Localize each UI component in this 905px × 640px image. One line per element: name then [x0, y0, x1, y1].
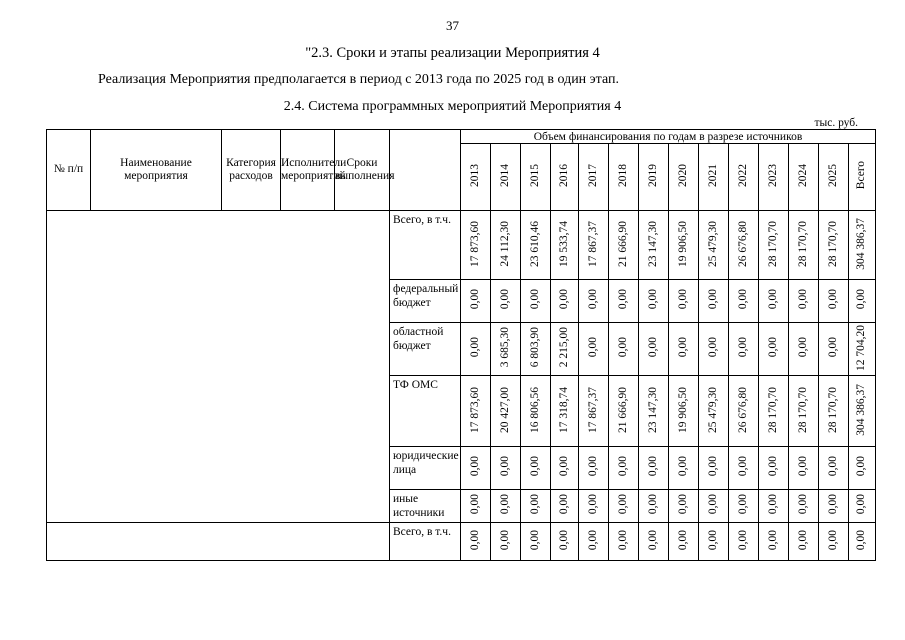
value-text: 0,00 — [646, 337, 659, 358]
header-year — [819, 144, 849, 211]
value-text: 0,00 — [646, 529, 659, 551]
value-text: 0,00 — [826, 456, 839, 477]
value-text: 0,00 — [676, 456, 689, 477]
header-funding: Объем финансирования по годам в разрезе источников — [461, 130, 876, 144]
header-year — [491, 144, 521, 211]
header-year-label: 2015 — [528, 164, 541, 187]
value-cell — [729, 447, 759, 490]
value-cell — [491, 280, 521, 323]
value-text: 0,00 — [586, 529, 599, 551]
value-text: 0,00 — [706, 529, 719, 551]
value-text: 0,00 — [676, 494, 689, 515]
value-cell — [491, 447, 521, 490]
header-year-label: 2013 — [468, 164, 481, 187]
value-text: 304 386,37 — [855, 383, 868, 436]
header-year-label: 2025 — [826, 164, 839, 187]
funding-source: областной бюджет — [390, 323, 461, 376]
value-cell — [669, 490, 699, 523]
value-cell — [491, 376, 521, 447]
value-cell — [759, 447, 789, 490]
value-text: 0,00 — [676, 529, 689, 551]
value-text: 28 170,70 — [796, 220, 809, 267]
value-cell — [609, 523, 639, 561]
value-text: 0,00 — [766, 337, 779, 358]
value-text: 21 666,90 — [616, 386, 629, 433]
value-cell — [579, 523, 609, 561]
value-cell — [521, 280, 551, 323]
funding-source: иные источники — [390, 490, 461, 523]
value-cell — [639, 376, 669, 447]
table-body — [47, 211, 876, 561]
value-cell — [669, 280, 699, 323]
value-text: 0,00 — [796, 289, 809, 310]
value-text: 0,00 — [528, 529, 541, 551]
value-text: 0,00 — [796, 494, 809, 515]
value-cell — [609, 490, 639, 523]
value-cell — [639, 523, 669, 561]
value-cell — [551, 280, 579, 323]
header-year-label: Всего — [855, 161, 868, 190]
value-text: 0,00 — [826, 529, 839, 551]
page-number: 37 — [446, 18, 459, 33]
table-header — [47, 130, 876, 211]
value-cell — [789, 323, 819, 376]
value-cell — [491, 523, 521, 561]
funding-source: юридические лица — [390, 447, 461, 490]
value-text: 28 170,70 — [766, 386, 779, 433]
header-year-label: 2018 — [616, 164, 629, 187]
value-text: 0,00 — [498, 494, 511, 515]
value-cell — [729, 490, 759, 523]
header-year — [521, 144, 551, 211]
header-year — [729, 144, 759, 211]
value-cell — [551, 376, 579, 447]
value-cell — [521, 211, 551, 280]
value-cell — [461, 323, 491, 376]
value-cell — [669, 323, 699, 376]
value-cell — [849, 523, 876, 561]
value-text: 26 676,80 — [736, 220, 749, 267]
value-cell — [669, 523, 699, 561]
value-cell — [609, 211, 639, 280]
value-text: 0,00 — [826, 494, 839, 515]
value-text: 0,00 — [676, 289, 689, 310]
program-measures-table — [46, 129, 876, 561]
funding-source: Всего, в т.ч. — [390, 211, 461, 280]
value-cell — [819, 447, 849, 490]
value-text: 0,00 — [616, 494, 629, 515]
value-cell — [759, 490, 789, 523]
value-text: 23 147,30 — [646, 220, 659, 267]
value-cell — [579, 280, 609, 323]
value-cell — [819, 280, 849, 323]
value-text: 0,00 — [468, 456, 481, 477]
value-cell — [521, 376, 551, 447]
value-text: 0,00 — [736, 529, 749, 551]
value-cell — [789, 447, 819, 490]
header-year — [579, 144, 609, 211]
value-text: 28 170,70 — [766, 220, 779, 267]
table-row — [47, 211, 876, 280]
header-year-label: 2020 — [676, 164, 689, 187]
value-cell — [699, 490, 729, 523]
value-cell — [609, 323, 639, 376]
value-cell — [759, 523, 789, 561]
value-text: 0,00 — [706, 456, 719, 477]
value-text: 0,00 — [826, 337, 839, 358]
value-cell — [551, 523, 579, 561]
value-text: 0,00 — [855, 456, 868, 477]
header-year — [461, 144, 491, 211]
header-year — [551, 144, 579, 211]
value-cell — [639, 447, 669, 490]
funding-source: ТФ ОМС — [390, 376, 461, 447]
units-label: тыс. руб. — [814, 117, 858, 129]
value-text: 0,00 — [468, 289, 481, 310]
value-text: 0,00 — [557, 456, 570, 477]
value-text: 0,00 — [586, 289, 599, 310]
value-text: 0,00 — [616, 456, 629, 477]
header-year-label: 2017 — [586, 164, 599, 187]
value-cell — [461, 490, 491, 523]
value-text: 17 873,60 — [468, 220, 481, 267]
table-title: 2.4. Система программных мероприятий Мероприятия 4 — [283, 99, 622, 114]
value-cell — [551, 211, 579, 280]
value-text: 23 610,46 — [528, 220, 541, 267]
value-cell — [759, 376, 789, 447]
value-text: 0,00 — [616, 529, 629, 551]
value-cell — [579, 490, 609, 523]
header-year-label: 2024 — [796, 164, 809, 187]
value-cell — [579, 447, 609, 490]
value-text: 0,00 — [468, 494, 481, 515]
header-year-label: 2021 — [706, 164, 719, 187]
task-1-text — [47, 523, 390, 561]
value-text: 12 704,20 — [855, 324, 868, 371]
value-text: 20 427,00 — [498, 386, 511, 433]
value-text: 17 318,74 — [557, 386, 570, 433]
value-cell — [461, 523, 491, 561]
value-cell — [521, 490, 551, 523]
header-year-label: 2022 — [736, 164, 749, 187]
header-year — [669, 144, 699, 211]
value-cell — [461, 376, 491, 447]
value-cell — [609, 447, 639, 490]
value-text: 17 873,60 — [468, 386, 481, 433]
value-text: 0,00 — [766, 289, 779, 310]
value-text: 304 386,37 — [855, 217, 868, 270]
goal-text — [47, 211, 390, 523]
value-text: 28 170,70 — [826, 220, 839, 267]
value-cell — [819, 323, 849, 376]
value-text: 0,00 — [706, 289, 719, 310]
value-text: 0,00 — [468, 337, 481, 358]
value-text: 0,00 — [855, 529, 868, 551]
value-cell — [551, 490, 579, 523]
value-text: 0,00 — [557, 529, 570, 551]
value-cell — [639, 490, 669, 523]
header-executors: Исполнители мероприятий — [281, 130, 335, 211]
value-cell — [849, 323, 876, 376]
value-cell — [461, 280, 491, 323]
value-cell — [759, 211, 789, 280]
value-text: 0,00 — [528, 494, 541, 515]
value-cell — [579, 376, 609, 447]
value-text: 19 533,74 — [557, 220, 570, 267]
value-text: 0,00 — [616, 337, 629, 358]
value-cell — [579, 323, 609, 376]
value-text: 0,00 — [736, 494, 749, 515]
value-text: 19 906,50 — [676, 386, 689, 433]
header-num: № п/п — [47, 130, 91, 211]
value-cell — [639, 211, 669, 280]
value-text: 26 676,80 — [736, 386, 749, 433]
value-cell — [819, 211, 849, 280]
value-cell — [819, 490, 849, 523]
value-cell — [789, 490, 819, 523]
value-text: 0,00 — [646, 289, 659, 310]
value-text: 0,00 — [616, 289, 629, 310]
value-cell — [729, 211, 759, 280]
value-text: 0,00 — [586, 494, 599, 515]
value-cell — [789, 211, 819, 280]
value-text: 0,00 — [796, 456, 809, 477]
value-text: 0,00 — [736, 337, 749, 358]
header-year-label: 2019 — [646, 164, 659, 187]
value-text: 0,00 — [528, 289, 541, 310]
header-year-label: 2023 — [766, 164, 779, 187]
value-cell — [759, 280, 789, 323]
value-text: 0,00 — [796, 337, 809, 358]
value-text: 0,00 — [498, 289, 511, 310]
value-cell — [551, 323, 579, 376]
header-year — [609, 144, 639, 211]
value-cell — [669, 447, 699, 490]
value-text: 3 685,30 — [498, 327, 511, 368]
header-name: Наименование мероприятия — [91, 130, 222, 211]
value-cell — [699, 323, 729, 376]
section-title: "2.3. Сроки и этапы реализации Мероприятия 4 — [305, 45, 600, 61]
value-text: 19 906,50 — [676, 220, 689, 267]
value-text: 28 170,70 — [796, 386, 809, 433]
value-cell — [789, 280, 819, 323]
value-cell — [849, 211, 876, 280]
value-text: 21 666,90 — [616, 220, 629, 267]
value-text: 0,00 — [766, 529, 779, 551]
value-cell — [461, 211, 491, 280]
value-text: 6 803,90 — [528, 327, 541, 368]
value-text: 0,00 — [498, 529, 511, 551]
value-text: 0,00 — [826, 289, 839, 310]
value-text: 0,00 — [706, 337, 719, 358]
value-cell — [669, 376, 699, 447]
value-text: 0,00 — [706, 494, 719, 515]
value-cell — [491, 211, 521, 280]
value-text: 0,00 — [766, 494, 779, 515]
header-year — [849, 144, 876, 211]
value-cell — [699, 280, 729, 323]
value-cell — [699, 523, 729, 561]
header-year — [789, 144, 819, 211]
header-year — [699, 144, 729, 211]
header-year-label: 2014 — [498, 164, 511, 187]
value-cell — [849, 447, 876, 490]
value-cell — [639, 280, 669, 323]
value-cell — [729, 323, 759, 376]
value-text: 2 215,00 — [557, 327, 570, 368]
value-cell — [491, 323, 521, 376]
value-cell — [669, 211, 699, 280]
value-text: 0,00 — [766, 456, 779, 477]
value-text: 25 479,30 — [706, 220, 719, 267]
value-cell — [491, 490, 521, 523]
header-year-label: 2016 — [557, 164, 570, 187]
value-cell — [609, 376, 639, 447]
value-cell — [849, 490, 876, 523]
value-text: 0,00 — [676, 337, 689, 358]
value-cell — [819, 376, 849, 447]
value-text: 25 479,30 — [706, 386, 719, 433]
value-cell — [789, 523, 819, 561]
value-cell — [819, 523, 849, 561]
value-cell — [521, 323, 551, 376]
header-category: Категория расходов — [222, 130, 281, 211]
value-cell — [639, 323, 669, 376]
value-text: 0,00 — [736, 456, 749, 477]
funding-source: федеральный бюджет — [390, 280, 461, 323]
value-text: 28 170,70 — [826, 386, 839, 433]
value-text: 0,00 — [586, 456, 599, 477]
value-cell — [699, 211, 729, 280]
funding-source: Всего, в т.ч. — [390, 523, 461, 561]
header-terms: Сроки выполнения — [335, 130, 390, 211]
value-text: 0,00 — [855, 494, 868, 515]
value-text: 0,00 — [646, 456, 659, 477]
value-text: 0,00 — [586, 337, 599, 358]
header-source-blank — [390, 130, 461, 211]
value-text: 23 147,30 — [646, 386, 659, 433]
value-cell — [789, 376, 819, 447]
value-text: 16 806,56 — [528, 386, 541, 433]
value-cell — [849, 376, 876, 447]
value-cell — [699, 447, 729, 490]
header-year — [759, 144, 789, 211]
value-cell — [521, 447, 551, 490]
value-text: 17 867,37 — [586, 220, 599, 267]
value-text: 24 112,30 — [498, 220, 511, 267]
value-cell — [699, 376, 729, 447]
intro-text: Реализация Мероприятия предполагается в период с 2013 года по 2025 год в один этап. — [98, 72, 619, 87]
value-text: 0,00 — [528, 456, 541, 477]
value-text: 0,00 — [855, 289, 868, 310]
value-cell — [579, 211, 609, 280]
value-text: 0,00 — [646, 494, 659, 515]
value-text: 0,00 — [557, 289, 570, 310]
value-cell — [609, 280, 639, 323]
value-cell — [551, 447, 579, 490]
value-text: 0,00 — [736, 289, 749, 310]
value-cell — [729, 523, 759, 561]
header-year — [639, 144, 669, 211]
value-text: 0,00 — [498, 456, 511, 477]
value-text: 0,00 — [796, 529, 809, 551]
value-cell — [849, 280, 876, 323]
value-cell — [729, 280, 759, 323]
value-cell — [729, 376, 759, 447]
value-cell — [461, 447, 491, 490]
value-cell — [521, 523, 551, 561]
value-cell — [759, 323, 789, 376]
table-row — [47, 523, 876, 561]
value-text: 0,00 — [468, 529, 481, 551]
value-text: 17 867,37 — [586, 386, 599, 433]
value-text: 0,00 — [557, 494, 570, 515]
